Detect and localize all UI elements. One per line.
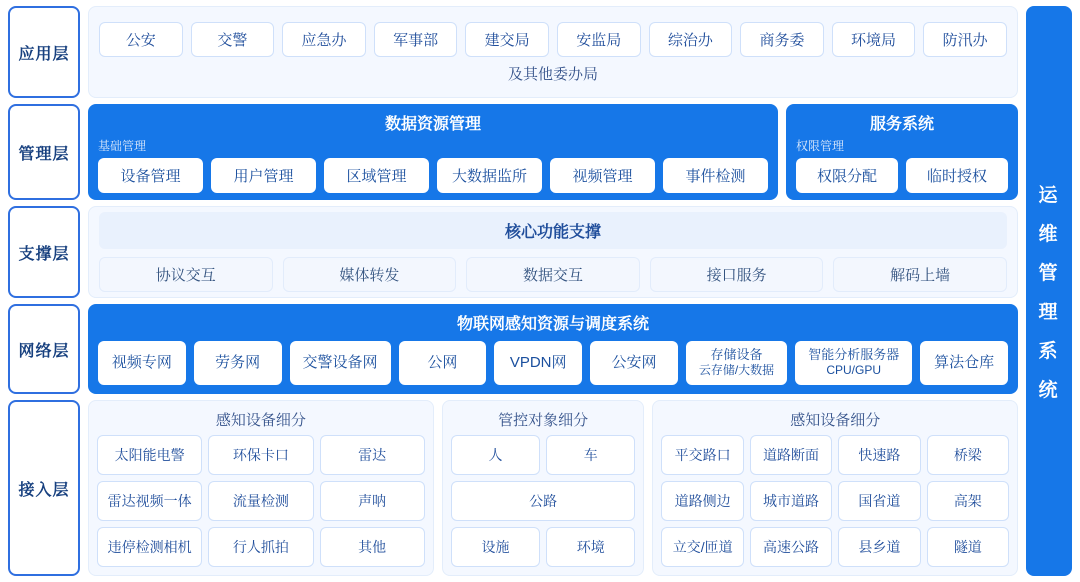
network-chip-label: 算法仓库: [934, 354, 995, 372]
group-row: [451, 481, 636, 521]
network-chip-analysis-server[interactable]: [795, 341, 912, 385]
application-chip-row: [99, 22, 1007, 57]
layer-label-application: 应用层: [8, 6, 80, 98]
network-panel-title: 物联网感知资源与调度系统: [456, 316, 649, 334]
network-chip-label: 公网: [427, 354, 458, 372]
network-chip[interactable]: [98, 341, 186, 385]
network-chip[interactable]: [590, 341, 678, 385]
layer-label-access: 接入层: [8, 400, 80, 576]
network-chip-label: 交警设备网: [302, 354, 378, 372]
network-chip-label: 视频专网: [111, 354, 172, 372]
group-row: [661, 527, 1009, 567]
data-resource-management-panel: [88, 104, 778, 200]
support-chip[interactable]: 接口服务: [650, 257, 824, 292]
group-rows: [97, 435, 425, 567]
network-chip-label: 公安网: [611, 354, 657, 372]
network-chip[interactable]: [494, 341, 582, 385]
access-chip[interactable]: 县乡道: [838, 527, 920, 567]
access-layer-body: [88, 400, 1018, 576]
management-chip[interactable]: 事件检测: [663, 158, 768, 193]
ops-char: 统: [1038, 380, 1060, 401]
access-chip[interactable]: 违停检测相机: [97, 527, 202, 567]
access-chip[interactable]: 其他: [320, 527, 425, 567]
group-rows: [661, 435, 1009, 567]
management-chip[interactable]: 视频管理: [550, 158, 655, 193]
application-note: 及其他委办局: [507, 66, 598, 83]
access-chip[interactable]: 桥梁: [927, 435, 1009, 475]
access-chip[interactable]: 高速公路: [750, 527, 832, 567]
access-chip[interactable]: 环境: [546, 527, 635, 567]
network-chip-sublabel: 云存储/大数据: [698, 363, 775, 378]
ops-char: 系: [1038, 341, 1060, 362]
service-system-panel: [786, 104, 1018, 200]
access-chip[interactable]: 国省道: [838, 481, 920, 521]
network-chip-label: 存储设备: [710, 347, 763, 363]
layer-access: [8, 400, 1018, 576]
access-chip[interactable]: 城市道路: [750, 481, 832, 521]
app-chip[interactable]: 建交局: [465, 22, 549, 57]
support-chip[interactable]: 数据交互: [466, 257, 640, 292]
app-chip[interactable]: 防汛办: [923, 22, 1007, 57]
management-chip[interactable]: 设备管理: [98, 158, 203, 193]
access-chip[interactable]: 道路断面: [750, 435, 832, 475]
access-chip[interactable]: 公路: [451, 481, 636, 521]
access-chip[interactable]: 平交路口: [661, 435, 743, 475]
access-chip[interactable]: 流量检测: [208, 481, 313, 521]
management-chip[interactable]: 区域管理: [324, 158, 429, 193]
layer-network: [8, 304, 1018, 394]
access-chip[interactable]: 人: [451, 435, 540, 475]
layer-application: [8, 6, 1018, 98]
group-sensing-devices-1: [88, 400, 434, 576]
management-chip[interactable]: 用户管理: [211, 158, 316, 193]
network-chip-label: 智能分析服务器: [808, 347, 900, 363]
network-chip-label: 劳务网: [215, 354, 261, 372]
service-chip[interactable]: 临时授权: [906, 158, 1008, 193]
access-chip[interactable]: 快速路: [838, 435, 920, 475]
layers-column: [8, 6, 1018, 576]
support-chip[interactable]: 媒体转发: [283, 257, 457, 292]
group-row: [97, 527, 425, 567]
app-chip[interactable]: 商务委: [740, 22, 824, 57]
panel-title: 服务系统: [869, 116, 934, 133]
ops-char: 维: [1038, 224, 1060, 245]
network-chip[interactable]: [194, 341, 282, 385]
network-chip[interactable]: [399, 341, 487, 385]
group-rows: [451, 435, 636, 567]
app-chip[interactable]: 公安: [99, 22, 183, 57]
access-chip[interactable]: 高架: [927, 481, 1009, 521]
group-row: [451, 435, 636, 475]
ops-char: 理: [1038, 302, 1060, 323]
access-chip[interactable]: 太阳能电警: [97, 435, 202, 475]
ops-char: 运: [1038, 185, 1060, 206]
network-chip-storage[interactable]: [686, 341, 787, 385]
app-chip[interactable]: 应急办: [282, 22, 366, 57]
layer-label-network: 网络层: [8, 304, 80, 394]
app-chip[interactable]: 交警: [191, 22, 275, 57]
support-layer-body: [88, 206, 1018, 298]
group-title: 感知设备细分: [790, 412, 881, 429]
panel-title: 数据资源管理: [384, 116, 481, 133]
network-chip-label: VPDN网: [509, 354, 567, 372]
network-chip-row: [98, 341, 1008, 385]
access-chip[interactable]: 车: [546, 435, 635, 475]
network-chip-sublabel: CPU/GPU: [826, 363, 882, 378]
layer-label-management: 管理层: [8, 104, 80, 200]
group-row: [97, 481, 425, 521]
support-chip[interactable]: 解码上墙: [833, 257, 1007, 292]
ops-management-sidebar: [1026, 6, 1072, 576]
management-layer-body: [88, 104, 1018, 200]
core-function-bar: 核心功能支撑: [99, 212, 1007, 249]
network-chip[interactable]: [290, 341, 391, 385]
ops-char: 管: [1038, 263, 1060, 284]
management-chip[interactable]: 大数据监所: [437, 158, 542, 193]
management-chip-row: [98, 158, 768, 193]
access-chip[interactable]: 雷达: [320, 435, 425, 475]
access-chip[interactable]: 环保卡口: [208, 435, 313, 475]
service-chip[interactable]: 权限分配: [796, 158, 898, 193]
access-chip[interactable]: 雷达视频一体: [97, 481, 202, 521]
service-chip-row: [796, 158, 1008, 193]
network-chip-algorithm-repo[interactable]: [920, 341, 1008, 385]
group-sensing-devices-2: [652, 400, 1018, 576]
application-layer-body: [88, 6, 1018, 98]
access-chip[interactable]: 隧道: [927, 527, 1009, 567]
group-title: 管控对象细分: [498, 412, 589, 429]
app-chip[interactable]: 军事部: [374, 22, 458, 57]
group-row: [661, 481, 1009, 521]
layer-support: [8, 206, 1018, 298]
app-chip[interactable]: 环境局: [832, 22, 916, 57]
group-managed-objects: [442, 400, 645, 576]
access-chip[interactable]: 声呐: [320, 481, 425, 521]
layer-management: [8, 104, 1018, 200]
group-row: [661, 435, 1009, 475]
app-chip[interactable]: 综治办: [649, 22, 733, 57]
support-chip-row: [99, 257, 1007, 292]
panel-subtitle: 权限管理: [796, 139, 845, 153]
access-chip[interactable]: 道路侧边: [661, 481, 743, 521]
support-chip[interactable]: 协议交互: [99, 257, 273, 292]
group-row: [97, 435, 425, 475]
access-chip[interactable]: 设施: [451, 527, 540, 567]
group-title: 感知设备细分: [215, 412, 306, 429]
access-chip[interactable]: 立交/匝道: [661, 527, 743, 567]
panel-subtitle: 基础管理: [98, 139, 147, 153]
app-chip[interactable]: 安监局: [557, 22, 641, 57]
group-row: [451, 527, 636, 567]
access-chip[interactable]: 行人抓拍: [208, 527, 313, 567]
layer-label-support: 支撑层: [8, 206, 80, 298]
network-layer-body: [88, 304, 1018, 394]
